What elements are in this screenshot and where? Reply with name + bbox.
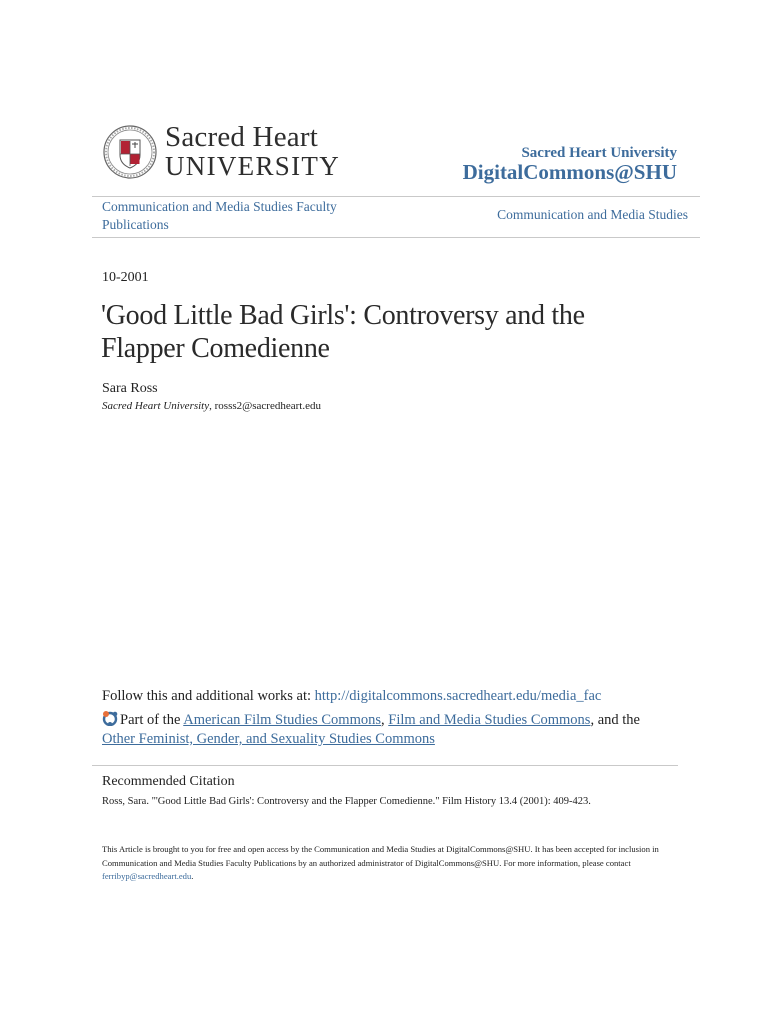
film-media-studies-commons-link[interactable]: Film and Media Studies Commons — [388, 712, 591, 728]
follow-line — [102, 688, 601, 705]
logo-text-line2: UNIVERSITY — [165, 151, 340, 181]
author-name: Sara Ross — [102, 381, 158, 396]
article-title: 'Good Little Bad Girls': Controversy and the Flapper Comedienne — [101, 300, 585, 364]
part-of-prefix: Part of the — [120, 712, 184, 728]
collection-url-link[interactable]: http://digitalcommons.sacredheart.edu/media_fac — [314, 688, 602, 704]
divider — [92, 765, 678, 766]
affiliation-email: , rosss2@sacredheart.edu — [209, 400, 321, 412]
divider — [92, 196, 700, 197]
series-link[interactable]: Communication and Media Studies Faculty Publications — [102, 199, 337, 232]
divider — [92, 237, 700, 238]
citation-heading: Recommended Citation — [102, 774, 235, 789]
university-seal-icon — [103, 125, 157, 179]
american-film-studies-commons-link[interactable]: American Film Studies Commons — [183, 712, 381, 728]
follow-prefix: Follow this and additional works at: — [102, 688, 315, 704]
feminist-gender-sexuality-commons-link[interactable]: Other Feminist, Gender, and Sexuality Studies Commons — [102, 731, 435, 747]
affiliation-institution: Sacred Heart University — [102, 400, 210, 412]
repository-name-link[interactable]: DigitalCommons@SHU — [462, 160, 677, 184]
notice-end: . — [191, 871, 194, 881]
network-icon — [102, 710, 119, 726]
department-link[interactable]: Communication and Media Studies — [497, 207, 688, 222]
part-of-separator: , and the — [590, 712, 640, 728]
part-of-separator: , — [381, 712, 389, 728]
contact-email-link[interactable]: ferribyp@sacredheart.edu — [102, 871, 192, 881]
notice-text: This Article is brought to you for free and open access by the Communication and Media Studies at DigitalCommons@SHU. It has been accepted for inclusion in Communication and Media Studies Faculty Publications by an authorized administrator of DigitalCommons@SHU. For more information, please contact — [102, 844, 659, 868]
publication-date: 10-2001 — [102, 270, 149, 285]
university-logo[interactable] — [103, 121, 340, 183]
logo-text-line1: Sacred Heart — [165, 121, 318, 153]
access-notice — [102, 843, 672, 884]
citation-text: Ross, Sara. "'Good Little Bad Girls': Controversy and the Flapper Comedienne." Film History 13.4 (2001): 409-423. — [102, 796, 591, 807]
repository-university-link[interactable]: Sacred Heart University — [521, 145, 677, 161]
part-of-line — [102, 710, 672, 749]
author-affiliation — [102, 400, 321, 412]
